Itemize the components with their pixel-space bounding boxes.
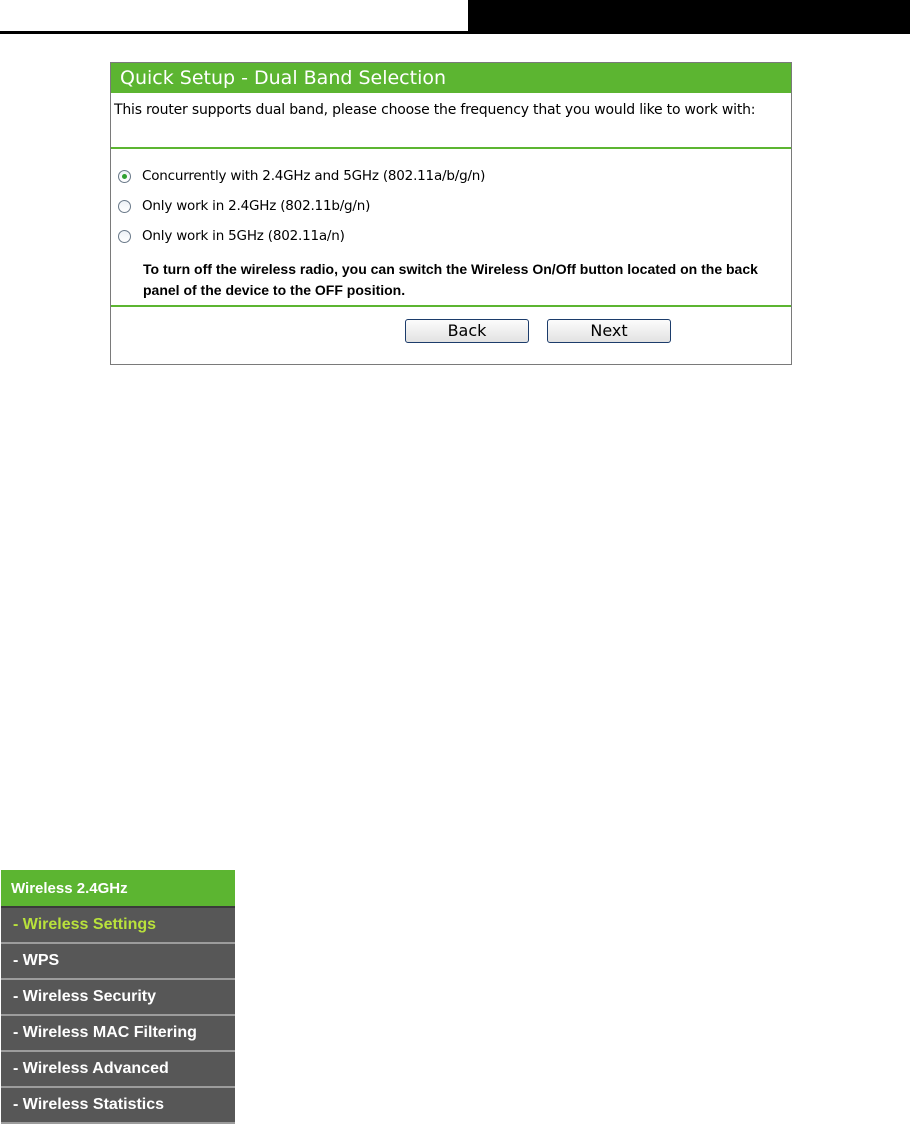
option-5ghz[interactable] bbox=[118, 221, 791, 251]
button-row bbox=[111, 307, 791, 365]
menu-item-wireless-statistics[interactable]: - Wireless Statistics bbox=[1, 1088, 235, 1124]
menu-item-wireless-advanced[interactable]: - Wireless Advanced bbox=[1, 1052, 235, 1088]
wireless-menu bbox=[1, 870, 235, 1124]
intro-text: This router supports dual band, please choose the frequency that you would like to work with: bbox=[114, 102, 756, 118]
next-button[interactable]: Next bbox=[547, 319, 671, 343]
panel-title: Quick Setup - Dual Band Selection bbox=[111, 63, 791, 93]
option-5ghz-label: Only work in 5GHz (802.11a/n) bbox=[142, 228, 345, 244]
option-concurrent[interactable] bbox=[118, 161, 791, 191]
radio-concurrent[interactable] bbox=[118, 170, 131, 183]
quick-setup-panel bbox=[110, 62, 792, 365]
wireless-off-note: To turn off the wireless radio, you can switch the Wireless On/Off button located on the back panel of the device to the OFF position. bbox=[143, 261, 758, 298]
band-options bbox=[111, 149, 791, 305]
menu-item-wireless-security[interactable]: - Wireless Security bbox=[1, 980, 235, 1016]
option-24ghz-label: Only work in 2.4GHz (802.11b/g/n) bbox=[142, 198, 371, 214]
radio-5ghz[interactable] bbox=[118, 230, 131, 243]
option-concurrent-label: Concurrently with 2.4GHz and 5GHz (802.11a/b/g/n) bbox=[142, 168, 486, 184]
page-header-block bbox=[468, 0, 910, 34]
menu-item-wireless-settings[interactable]: - Wireless Settings bbox=[1, 908, 235, 944]
menu-header-wireless-24ghz[interactable]: Wireless 2.4GHz bbox=[1, 870, 235, 908]
page-header-rule bbox=[0, 31, 468, 34]
radio-24ghz[interactable] bbox=[118, 200, 131, 213]
back-button[interactable]: Back bbox=[405, 319, 529, 343]
menu-item-wps[interactable]: - WPS bbox=[1, 944, 235, 980]
option-24ghz[interactable] bbox=[118, 191, 791, 221]
menu-item-wireless-mac-filtering[interactable]: - Wireless MAC Filtering bbox=[1, 1016, 235, 1052]
